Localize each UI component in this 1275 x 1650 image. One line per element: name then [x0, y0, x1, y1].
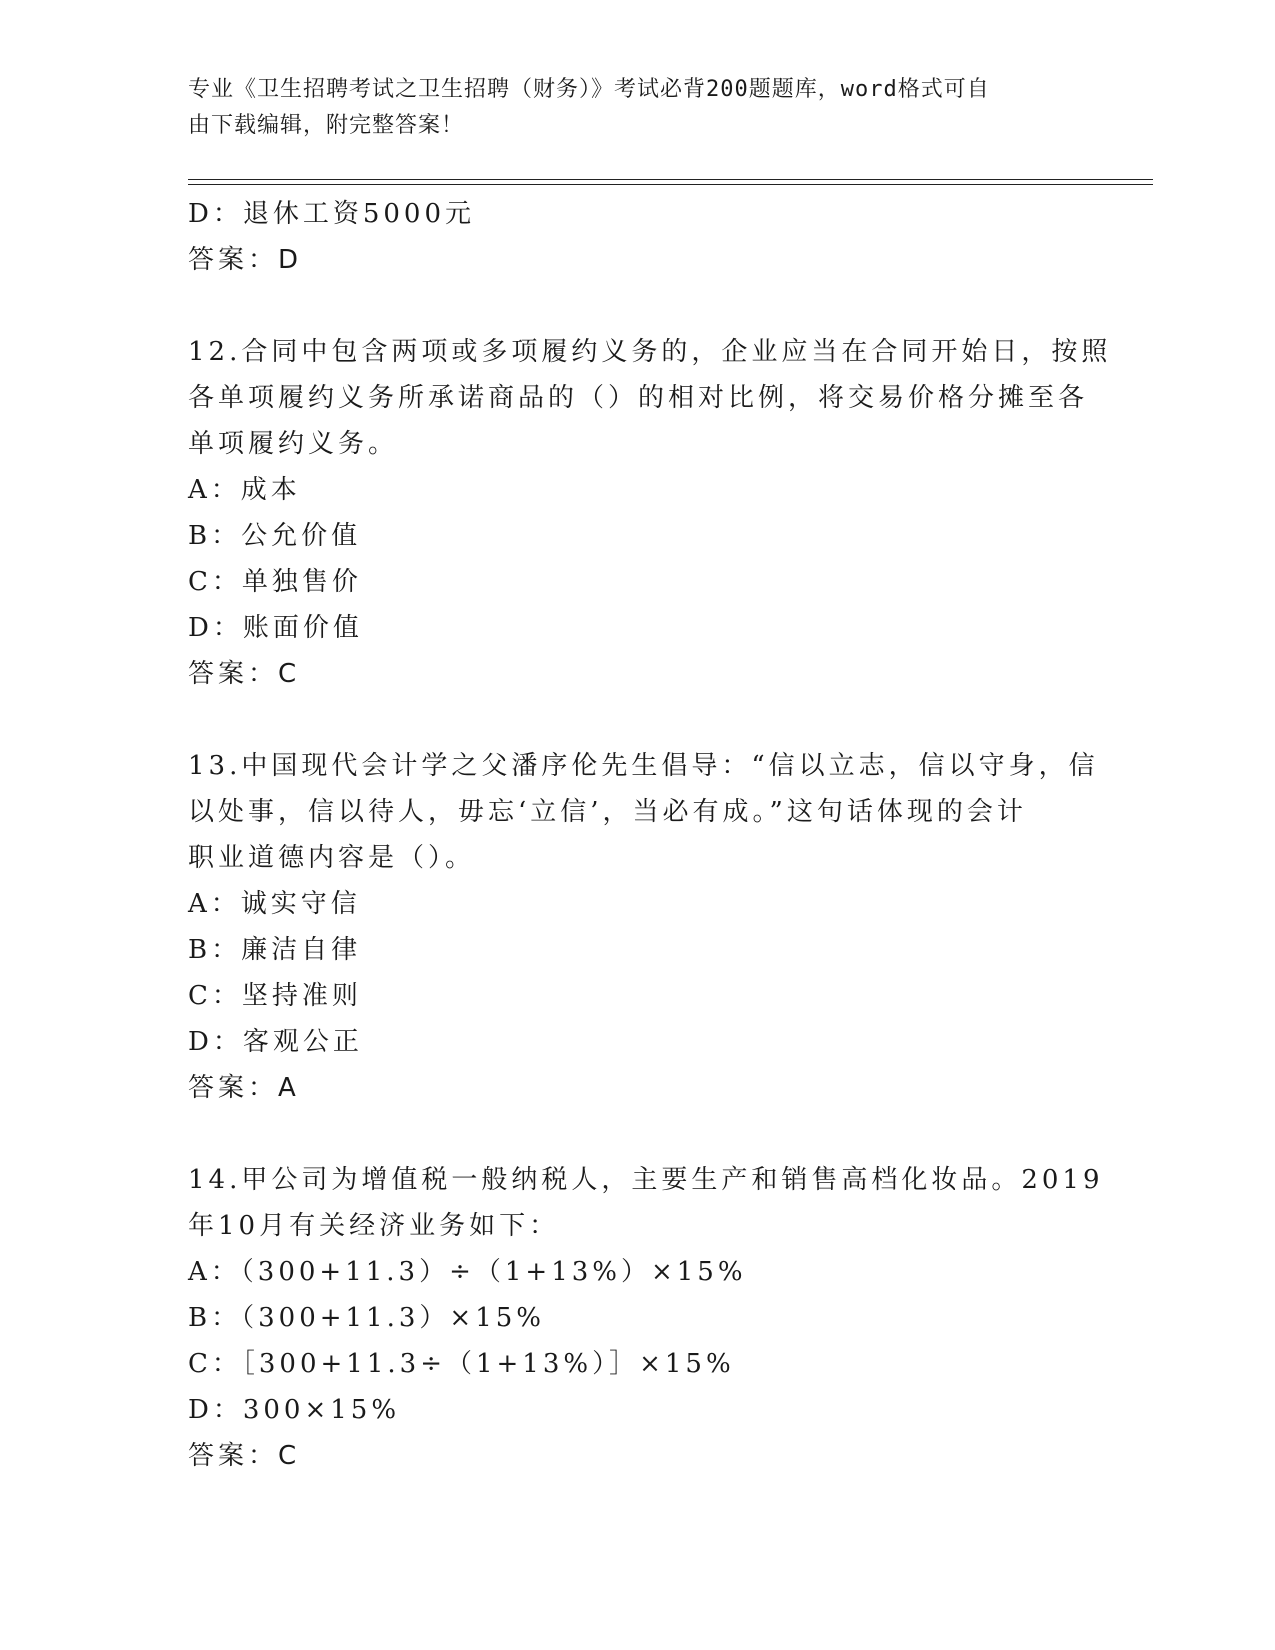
spacer [188, 1111, 1088, 1157]
question-14 [188, 1157, 1104, 1479]
option-d: D：300×15% [188, 1395, 401, 1425]
option-d: D：退休工资5000元 [188, 199, 476, 229]
question-stem-line: 单项履约义务。 [188, 429, 399, 459]
option-b: B：公允价值 [188, 521, 362, 551]
question-13 [188, 743, 1099, 1111]
previous-question-tail [188, 191, 1088, 283]
answer-line: 答案：A [188, 1073, 300, 1103]
option-a: A：（300+11.3）÷（1+13%）×15% [188, 1257, 747, 1287]
question-12 [188, 329, 1112, 697]
option-a: A：诚实守信 [188, 889, 361, 919]
option-d: D：账面价值 [188, 613, 363, 643]
answer-line: 答案：C [188, 1441, 301, 1471]
question-stem-line: 13.中国现代会计学之父潘序伦先生倡导：“信以立志，信以守身，信 [188, 751, 1099, 781]
header-line-1: 专业《卫生招聘考试之卫生招聘（财务）》考试必背200题题库，word格式可自 [188, 77, 990, 102]
question-content [188, 191, 1112, 1479]
answer-line: 答案：C [188, 659, 301, 689]
question-stem-line: 以处事，信以待人，毋忘‘立信’，当必有成。”这句话体现的会计 [188, 797, 1027, 827]
question-stem-line: 年10月有关经济业务如下： [188, 1211, 560, 1241]
question-stem-line: 各单项履约义务所承诺商品的（）的相对比例，将交易价格分摊至各 [188, 383, 1089, 413]
spacer [188, 283, 1088, 329]
header-divider-top [188, 179, 1153, 180]
question-stem-line: 12.合同中包含两项或多项履约义务的，企业应当在合同开始日，按照 [188, 337, 1112, 367]
answer-line: 答案：D [188, 245, 303, 275]
option-b: B：（300+11.3）×15% [188, 1303, 545, 1333]
spacer [188, 697, 1088, 743]
option-a: A：成本 [188, 475, 301, 505]
option-c: C：单独售价 [188, 567, 362, 597]
header-line-2: 由下载编辑，附完整答案！ [188, 113, 465, 138]
document-header [188, 72, 1088, 144]
question-stem-line: 职业道德内容是（）。 [188, 843, 476, 873]
option-c: C：坚持准则 [188, 981, 362, 1011]
option-c: C：［300+11.3÷（1+13%）］×15% [188, 1349, 735, 1379]
option-d: D：客观公正 [188, 1027, 363, 1057]
option-b: B：廉洁自律 [188, 935, 362, 965]
question-stem-line: 14.甲公司为增值税一般纳税人，主要生产和销售高档化妆品。2019 [188, 1165, 1104, 1195]
header-divider-bottom [188, 184, 1153, 185]
